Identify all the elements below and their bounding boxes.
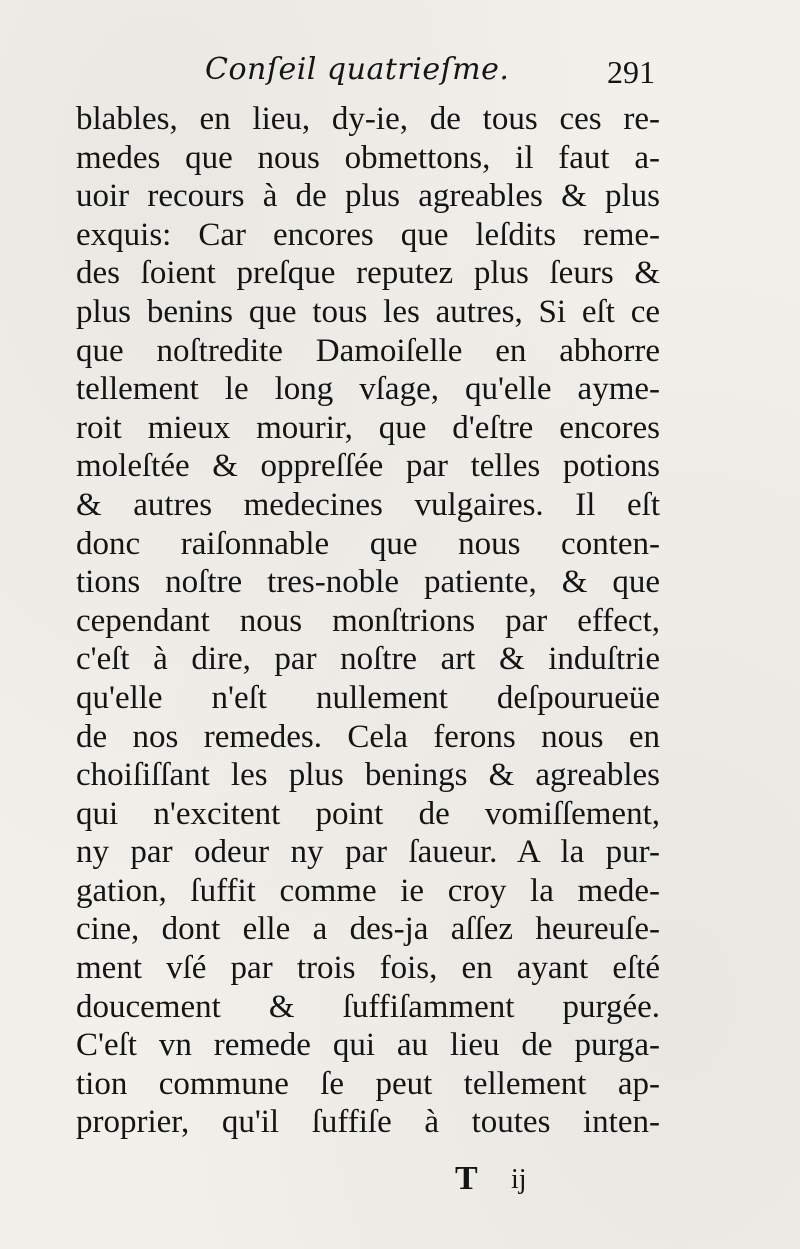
text-line: C'eſt vn remede qui au lieu de purga- [76,1027,660,1064]
text-line: doucement & ſuffiſamment purgée. [76,988,660,1025]
text-line: c'eſt à dire, par noſtre art & induſtrie [76,641,660,678]
text-line: exquis: Car encores que leſdits reme- [76,216,660,253]
running-head: Conſeil quatrieſme. [205,52,510,87]
text-line: tellement le long vſage, qu'elle ayme- [76,371,660,408]
text-line: roit mieux mourir, que d'eſtre encores [76,409,660,446]
text-line: gation, ſuffit comme ie croy la mede- [76,872,660,909]
text-line: blables, en lieu, dy-ie, de tous ces re- [76,101,660,137]
signature-mark [455,1160,575,1200]
text-line: ment vſé par trois fois, en ayant eſté [76,950,660,987]
text-line: moleſtée & oppreſſée par telles potions [76,448,660,485]
text-line: uoir recours à de plus agreables & plus [76,178,660,215]
text-line: que noſtredite Damoiſelle en abhorre [76,332,660,369]
text-line: qui n'excitent point de vomiſſement, [76,795,660,832]
body-text [76,100,660,1142]
text-line: cine, dont elle a des-ja aſſez heureuſe- [76,911,660,948]
text-line: tion commune ſe peut tellement ap- [76,1065,660,1102]
page-header [205,52,655,96]
text-line: des ſoient preſque reputez plus ſeurs & [76,255,660,292]
signature-number: ij [511,1164,527,1195]
text-line: de nos remedes. Cela ferons nous en [76,718,660,755]
text-line: qu'elle n'eſt nullement deſpourueüe [76,679,660,716]
text-line: cependant nous monſtrions par effect, [76,602,660,639]
text-line: & autres medecines vulgaires. Il eſt [76,486,660,523]
text-line: medes que nous obmettons, il faut a- [76,139,660,176]
page-number: 291 [607,54,655,90]
text-line: plus benins que tous les autres, Si eſt ce [76,293,660,330]
text-line: ny par odeur ny par ſaueur. A la pur- [76,834,660,871]
signature-letter: T [455,1160,478,1197]
text-line: donc raiſonnable que nous conten- [76,525,660,562]
text-line: choiſiſſant les plus benings & agreables [76,757,660,794]
text-line: tions noſtre tres-noble patiente, & que [76,564,660,601]
text-line: proprier, qu'il ſuffiſe à toutes inten- [76,1104,660,1141]
